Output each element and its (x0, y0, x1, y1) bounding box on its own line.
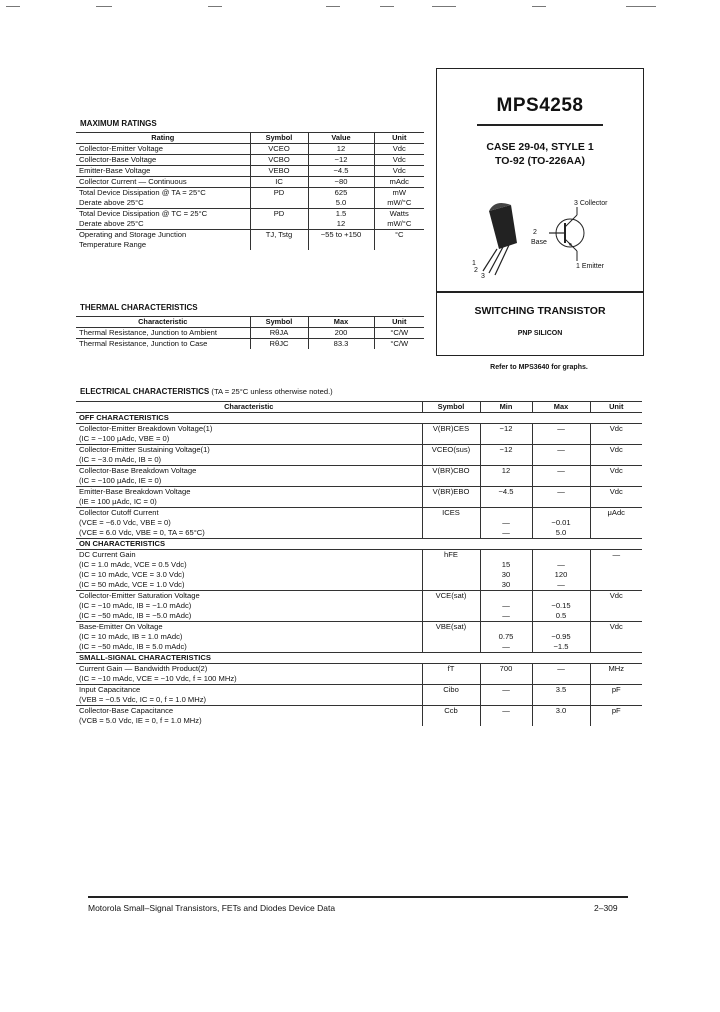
pin-base-number: 2 (533, 229, 537, 236)
max-ratings-heading: MAXIMUM RATINGS (80, 119, 157, 128)
electrical-table (76, 401, 642, 726)
electrical-unit: Vdc (590, 591, 642, 622)
rating-row (76, 144, 424, 155)
group-title: ON CHARACTERISTICS (76, 539, 642, 550)
col-rating: Rating (76, 133, 250, 144)
rating-row (76, 155, 424, 166)
rating-name: Collector Current — Continuous (76, 177, 250, 188)
group-title: SMALL-SIGNAL CHARACTERISTICS (76, 653, 642, 664)
thermal-characteristic: Thermal Resistance, Junction to Case (76, 339, 250, 350)
electrical-characteristic: Collector-Emitter Breakdown Voltage(1) (IC = −100 μAdc, VBE = 0) (76, 424, 422, 445)
rating-unit: mW mW/°C (374, 188, 424, 209)
electrical-max: — (532, 424, 590, 445)
electrical-unit: Vdc (590, 622, 642, 653)
rating-row (76, 188, 424, 209)
electrical-heading-title: ELECTRICAL CHARACTERISTICS (80, 387, 210, 396)
col-max: Max (532, 402, 590, 413)
electrical-max: — (532, 487, 590, 508)
electrical-min: — — (480, 591, 532, 622)
footer-title: Motorola Small–Signal Transistors, FETs and Diodes Device Data (88, 903, 336, 913)
rating-value: 12 (308, 144, 374, 155)
electrical-max: — (532, 445, 590, 466)
rating-row (76, 166, 424, 177)
electrical-symbol: VCE(sat) (422, 591, 480, 622)
pkg-pin-2: 2 (474, 267, 478, 274)
electrical-max: — 120 — (532, 550, 590, 591)
pin-emitter-label: 1 Emitter (576, 263, 605, 270)
rating-name: Operating and Storage Junction Temperature Range (76, 230, 250, 251)
electrical-unit: Vdc (590, 466, 642, 487)
electrical-min: — (480, 706, 532, 727)
rating-symbol: VEBO (250, 166, 308, 177)
electrical-row (76, 591, 642, 622)
thermal-max: 83.3 (308, 339, 374, 350)
col-symbol: Symbol (250, 317, 308, 328)
electrical-symbol: fT (422, 664, 480, 685)
electrical-row (76, 466, 642, 487)
part-number: MPS4258 (496, 95, 584, 116)
thermal-heading: THERMAL CHARACTERISTICS (80, 303, 198, 312)
electrical-symbol: ICES (422, 508, 480, 539)
thermal-characteristic: Thermal Resistance, Junction to Ambient (76, 328, 250, 339)
electrical-characteristic: Collector-Emitter Sustaining Voltage(1) (IC = −3.0 mAdc, IB = 0) (76, 445, 422, 466)
pkg-pin-3: 3 (481, 273, 485, 280)
electrical-heading (80, 387, 333, 396)
electrical-unit: Vdc (590, 424, 642, 445)
thermal-table (76, 316, 424, 349)
electrical-unit: Vdc (590, 445, 642, 466)
col-symbol: Symbol (422, 402, 480, 413)
electrical-max: −0.15 0.5 (532, 591, 590, 622)
pkg-pin-1: 1 (472, 260, 476, 267)
electrical-characteristic: Collector-Base Breakdown Voltage (IC = −100 μAdc, IE = 0) (76, 466, 422, 487)
group-header-row (76, 539, 642, 550)
electrical-min: — (480, 685, 532, 706)
rating-unit: °C (374, 230, 424, 251)
electrical-row (76, 664, 642, 685)
device-box (436, 68, 644, 356)
electrical-max: — (532, 664, 590, 685)
electrical-row (76, 487, 642, 508)
thermal-row (76, 328, 424, 339)
electrical-heading-note: (TA = 25°C unless otherwise noted.) (211, 387, 333, 396)
transistor-symbol-icon (437, 197, 643, 297)
rating-unit: Vdc (374, 166, 424, 177)
electrical-unit: Vdc (590, 487, 642, 508)
electrical-min: −12 (480, 445, 532, 466)
electrical-min: 15 30 30 (480, 550, 532, 591)
pin-base-label: Base (531, 239, 547, 246)
electrical-max: −0.95 −1.5 (532, 622, 590, 653)
electrical-min: −12 (480, 424, 532, 445)
electrical-min: 0.75 — (480, 622, 532, 653)
rating-value: 625 5.0 (308, 188, 374, 209)
rating-name: Total Device Dissipation @ TC = 25°C Derate above 25°C (76, 209, 250, 230)
rating-value: −12 (308, 155, 374, 166)
electrical-row (76, 424, 642, 445)
rating-symbol: PD (250, 209, 308, 230)
col-max: Max (308, 317, 374, 328)
case-line2: TO-92 (TO-226AA) (494, 155, 586, 167)
electrical-symbol: Cibo (422, 685, 480, 706)
electrical-characteristic: Current Gain — Bandwidth Product(2) (IC = −10 mAdc, VCE = −10 Vdc, f = 100 MHz) (76, 664, 422, 685)
rating-name: Collector-Emitter Voltage (76, 144, 250, 155)
col-value: Value (308, 133, 374, 144)
electrical-characteristic: Base-Emitter On Voltage (IC = 10 mAdc, IB = 1.0 mAdc) (IC = −50 mAdc, IB = 5.0 mAdc) (76, 622, 422, 653)
thermal-max: 200 (308, 328, 374, 339)
electrical-max: −0.01 5.0 (532, 508, 590, 539)
thermal-unit: °C/W (374, 328, 424, 339)
electrical-unit: μAdc (590, 508, 642, 539)
electrical-characteristic: Emitter-Base Breakdown Voltage (IE = 100 μAdc, IC = 0) (76, 487, 422, 508)
electrical-symbol: V(BR)CBO (422, 466, 480, 487)
electrical-row (76, 445, 642, 466)
electrical-symbol: V(BR)CES (422, 424, 480, 445)
rating-row (76, 230, 424, 251)
refer-note: Refer to MPS3640 for graphs. (490, 364, 588, 371)
electrical-row (76, 685, 642, 706)
electrical-max: — (532, 466, 590, 487)
group-header-row (76, 653, 642, 664)
electrical-row (76, 706, 642, 727)
rating-unit: Vdc (374, 144, 424, 155)
pin-collector-label: 3 Collector (574, 200, 608, 207)
electrical-characteristic: Input Capacitance (VEB = −0.5 Vdc, IC = 0, f = 1.0 MHz) (76, 685, 422, 706)
col-symbol: Symbol (250, 133, 308, 144)
electrical-characteristic: Collector-Base Capacitance (VCB = 5.0 Vdc, IE = 0, f = 1.0 MHz) (76, 706, 422, 727)
col-characteristic: Characteristic (76, 402, 422, 413)
electrical-row (76, 508, 642, 539)
group-header-row (76, 413, 642, 424)
group-title: OFF CHARACTERISTICS (76, 413, 642, 424)
rating-row (76, 209, 424, 230)
rating-symbol: VCBO (250, 155, 308, 166)
electrical-symbol: VCEO(sus) (422, 445, 480, 466)
electrical-unit: pF (590, 685, 642, 706)
electrical-min: −4.5 (480, 487, 532, 508)
electrical-max: 3.5 (532, 685, 590, 706)
col-unit: Unit (374, 133, 424, 144)
col-min: Min (480, 402, 532, 413)
device-title: SWITCHING TRANSISTOR (474, 305, 606, 317)
rating-symbol: TJ, Tstg (250, 230, 308, 251)
rating-value: −55 to +150 (308, 230, 374, 251)
electrical-symbol: Ccb (422, 706, 480, 727)
rating-unit: mAdc (374, 177, 424, 188)
rating-unit: Watts mW/°C (374, 209, 424, 230)
rating-value: 1.5 12 (308, 209, 374, 230)
rating-symbol: PD (250, 188, 308, 209)
col-unit: Unit (374, 317, 424, 328)
footer-page-number: 2–309 (594, 903, 618, 913)
rating-unit: Vdc (374, 155, 424, 166)
electrical-symbol: hFE (422, 550, 480, 591)
rating-value: −80 (308, 177, 374, 188)
rating-name: Total Device Dissipation @ TA = 25°C Derate above 25°C (76, 188, 250, 209)
electrical-max: 3.0 (532, 706, 590, 727)
rating-name: Emitter-Base Voltage (76, 166, 250, 177)
electrical-min: 700 (480, 664, 532, 685)
electrical-min: — — (480, 508, 532, 539)
col-unit: Unit (590, 402, 642, 413)
rating-name: Collector-Base Voltage (76, 155, 250, 166)
electrical-row (76, 622, 642, 653)
rating-symbol: IC (250, 177, 308, 188)
electrical-row (76, 550, 642, 591)
thermal-row (76, 339, 424, 350)
max-ratings-table (76, 132, 424, 250)
rating-value: −4.5 (308, 166, 374, 177)
electrical-symbol: VBE(sat) (422, 622, 480, 653)
electrical-unit: — (590, 550, 642, 591)
device-subtitle: PNP SILICON (517, 330, 563, 337)
electrical-characteristic: Collector-Emitter Saturation Voltage (IC = −10 mAdc, IB = −1.0 mAdc) (IC = −50 mAdc, IB = −5.0 mAdc) (76, 591, 422, 622)
electrical-characteristic: DC Current Gain (IC = 1.0 mAdc, VCE = 0.5 Vdc) (IC = 10 mAdc, VCE = 3.0 Vdc) (IC = 50 mAdc, VCE = 1.0 Vdc) (76, 550, 422, 591)
thermal-symbol: RθJA (250, 328, 308, 339)
electrical-unit: pF (590, 706, 642, 727)
thermal-symbol: RθJC (250, 339, 308, 350)
case-line1: CASE 29-04, STYLE 1 (486, 141, 594, 153)
thermal-unit: °C/W (374, 339, 424, 350)
rating-row (76, 177, 424, 188)
electrical-unit: MHz (590, 664, 642, 685)
electrical-symbol: V(BR)EBO (422, 487, 480, 508)
col-characteristic: Characteristic (76, 317, 250, 328)
electrical-characteristic: Collector Cutoff Current (VCE = −6.0 Vdc, VBE = 0) (VCE = 6.0 Vdc, VBE = 0, TA = 65°C) (76, 508, 422, 539)
electrical-min: 12 (480, 466, 532, 487)
rating-symbol: VCEO (250, 144, 308, 155)
